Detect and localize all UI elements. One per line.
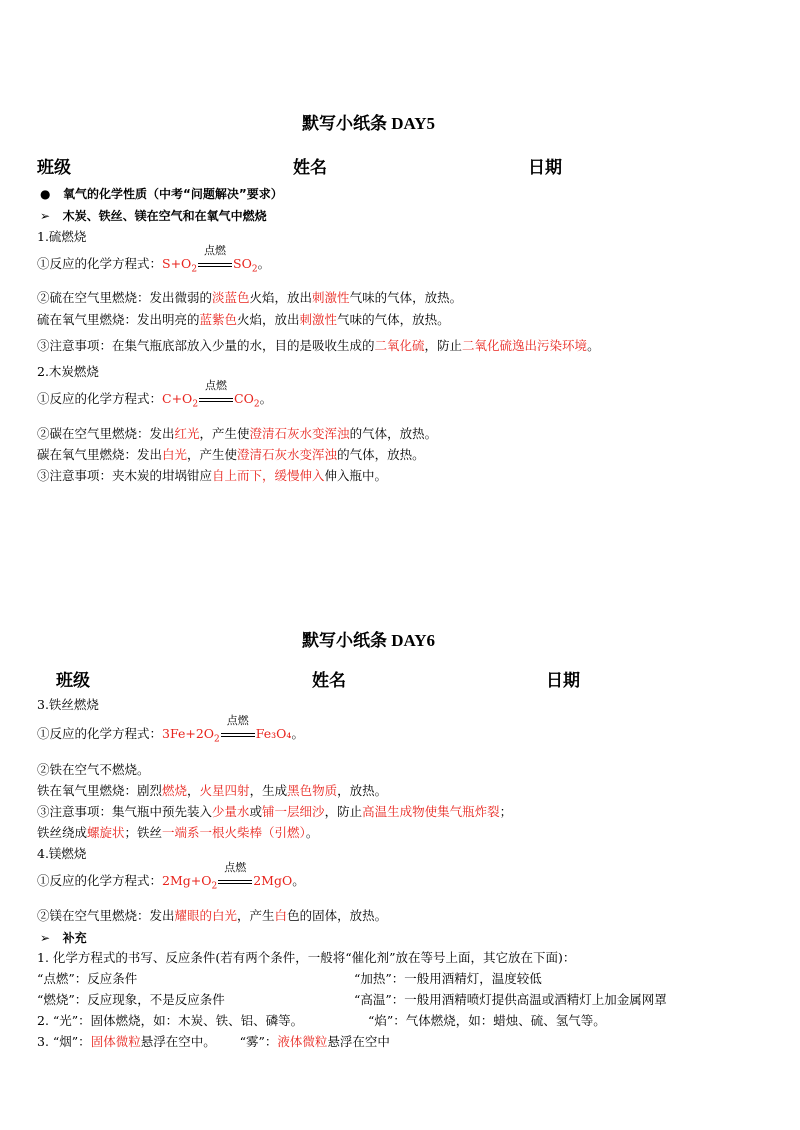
equals-sign: 点燃 (198, 391, 234, 407)
sub-heading: ➢ 木炭、铁丝、镁在空气和在氧气中燃烧 (40, 209, 267, 223)
supp-line-4a: 2. “光”：固体燃烧，如：木炭、铁、铝、磷等。 (37, 1013, 304, 1028)
supp-line-4b: “焰”：气体燃烧，如：蜡烛、硫、氢气等。 (368, 1013, 606, 1028)
day5-class-label: 班级 (37, 158, 71, 178)
supp-line-3b: “高温”：一般用酒精喷灯提供高温或酒精灯上加金属网罩 (354, 992, 667, 1007)
s2-note-line: ③注意事项：夹木炭的坩埚钳应自上而下，缓慢伸入伸入瓶中。 (37, 468, 388, 483)
s1-note-line: ③注意事项：在集气瓶底部放入少量的水，目的是吸收生成的二氧化硫，防止二氧化硫逸出污染环境。 (37, 338, 600, 353)
s4-title: 4.镁燃烧 (37, 846, 87, 861)
arrow-icon: ➢ (40, 931, 51, 945)
arrow-icon: ➢ (40, 209, 51, 223)
supp-line-5: 3. “烟”：固体微粒悬浮在空中。 “雾”：液体微粒悬浮在空中 (37, 1034, 390, 1049)
s3-o2-line: 铁在氧气里燃烧：剧烈燃烧，火星四射，生成黑色物质，放热。 (37, 783, 388, 798)
s2-air-line: ②碳在空气里燃烧：发出红光，产生使澄清石灰水变浑浊的气体，放热。 (37, 426, 438, 441)
s1-title: 1.硫燃烧 (37, 229, 87, 244)
day6-date-label: 日期 (546, 671, 580, 691)
supp-heading: ➢ 补充 (40, 931, 87, 945)
s4-air-line: ②镁在空气里燃烧：发出耀眼的白光，产生白色的固体，放热。 (37, 908, 388, 923)
s2-title: 2.木炭燃烧 (37, 364, 99, 379)
s1-air-line: ②硫在空气里燃烧：发出微弱的淡蓝色火焰，放出刺激性气味的气体，放热。 (37, 290, 463, 305)
s4-equation: ①反应的化学方程式：$2Mg+O_2$ 点燃 2MgO。 (37, 861, 305, 892)
day5-title: 默写小纸条 DAY5 (302, 114, 436, 133)
supp-line-2a: “点燃”：反应条件 (37, 971, 138, 986)
s3-equation: ①反应的化学方程式：$3Fe+2O_2$ 点燃 Fe₃O₄。 (37, 714, 304, 745)
equals-sign: 点燃 (197, 256, 233, 272)
s3-note-line: ③注意事项：集气瓶中预先装入少量水或铺一层细沙，防止高温生成物使集气瓶炸裂； (37, 804, 513, 819)
day6-class-label: 班级 (56, 671, 90, 691)
s3-wire-line: 铁丝绕成螺旋状；铁丝一端系一根火柴棒（引燃）。 (37, 825, 319, 840)
s2-o2-line: 碳在氧气里燃烧：发出白光，产生使澄清石灰水变浑浊的气体，放热。 (37, 447, 425, 462)
s1-o2-line: 硫在氧气里燃烧：发出明亮的蓝紫色火焰，放出刺激性气味的气体，放热。 (37, 312, 450, 327)
s2-equation: ①反应的化学方程式：$C+O_2$ 点燃 $CO_2$。 (37, 379, 273, 410)
day5-date-label: 日期 (528, 158, 562, 178)
bullet-heading: ● 氧气的化学性质（中考“问题解决”要求） (40, 187, 283, 201)
bullet-icon: ● (40, 187, 51, 201)
day6-title: 默写小纸条 DAY6 (302, 631, 436, 650)
day6-name-label: 姓名 (312, 671, 346, 691)
s3-air-line: ②铁在空气不燃烧。 (37, 762, 150, 777)
s3-title: 3.铁丝燃烧 (37, 697, 99, 712)
equals-sign: 点燃 (220, 726, 256, 742)
s1-equation: ①反应的化学方程式：$S+O_2$ 点燃 $SO_2$。 (37, 244, 271, 275)
supp-line-1: 1. 化学方程式的书写、反应条件(若有两个条件，一般将“催化剂”放在等号上面，其它放在下面)： (37, 950, 576, 965)
supp-line-2b: “加热”：一般用酒精灯，温度较低 (354, 971, 542, 986)
supp-line-3a: “燃烧”：反应现象，不是反应条件 (37, 992, 225, 1007)
equals-sign: 点燃 (217, 873, 253, 889)
day5-name-label: 姓名 (293, 158, 327, 178)
